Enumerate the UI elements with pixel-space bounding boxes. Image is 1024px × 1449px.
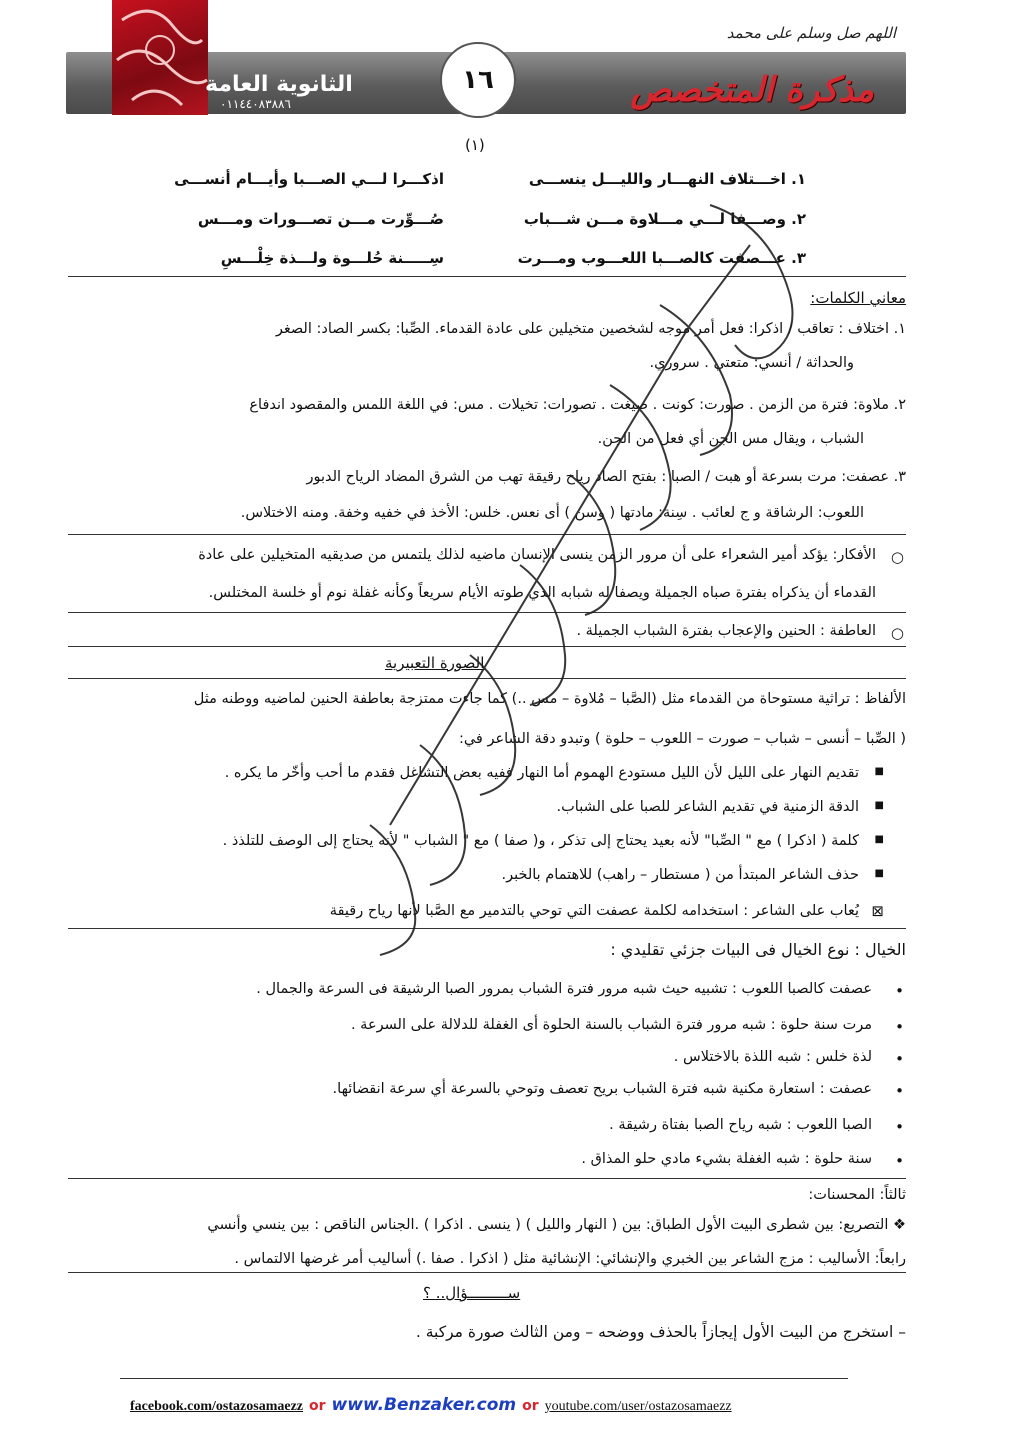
imagery-bullet-2: الدقة الزمنية في تقديم الشاعر للصبا على الشباب. — [556, 799, 859, 815]
phone-number: ٠١١٤٤٠٨٣٨٨٦ — [220, 97, 291, 111]
boxed-x-icon: ⊠ — [871, 902, 884, 920]
website-link[interactable]: www.Benzaker.com — [331, 1395, 517, 1415]
ornament-logo — [112, 0, 208, 115]
or-label: or — [522, 1398, 539, 1414]
verse-3-first: ٣. عـــصفت كالصـــبا اللعـــوب ومـــرت — [517, 249, 806, 267]
poem-number: (١) — [465, 136, 485, 154]
divider — [68, 1272, 906, 1273]
vocab-title: معاني الكلمات: — [810, 289, 906, 307]
round-bullet-icon: • — [895, 982, 904, 1000]
vocab-line-6: اللعوب: الرشاقة و ج لعائب . سِنة: مادتها ( وسن ) أى نعس. خلس: الأخذ في خفيه وخفة. ومنه الاختلاس. — [240, 505, 864, 521]
vocab-line-2: والحداثة / أنسي: متعتي . سروري. — [649, 355, 854, 371]
critique-line: يُعاب على الشاعر : استخدامه لكلمة عصفت التي توحي بالتدمير مع الصَّبا لأنها رياح رقيقة — [329, 903, 859, 919]
brand-title: مذكرة المتخصص — [630, 70, 874, 110]
bullet-circle-icon: ○ — [890, 624, 904, 642]
ornament-icon — [112, 0, 208, 115]
vocab-line-3: ٢. ملاوة: فترة من الزمن . صورت: كونت . صيغت . تصورات: تخيلات . مس: في اللغة اللمس والمقصود اندفاع — [249, 397, 906, 413]
ideas-line-2: القدماء أن يذكراه بفترة صباه الجميلة ويصفا له شبابه الذي طوته الأيام سريعاً وكأنه غفلة نوم أو خلسة المختلس. — [208, 585, 876, 601]
facebook-link[interactable]: facebook.com/ostazosamaezz — [130, 1399, 304, 1414]
divider — [68, 276, 906, 277]
or-label: or — [309, 1398, 326, 1414]
imagery-line-1: الألفاظ : تراثية مستوحاة من القدماء مثل (الصَّبا – مُلاوة – مس ..) كما جاءت ممتزجة بعاطفة الحنين لماضيه ووطنه مثل — [193, 691, 906, 707]
vocab-line-4: الشباب ، ويقال مس الجن أي فعل من الجن. — [597, 431, 864, 447]
imagination-item-1: عصفت كالصبا اللعوب : تشبيه حيث شبه مرور فترة الشباب بمرور الصبا الرشيقة فى السرعة والجمال . — [256, 981, 872, 997]
imagery-bullet-4: حذف الشاعر المبتدأ من ( مستطار – راهب) للاهتمام بالخبر. — [501, 867, 859, 883]
divider — [68, 1178, 906, 1179]
embellishments-title: ثالثاً: المحسنات: — [808, 1187, 906, 1203]
round-bullet-icon: • — [895, 1082, 904, 1100]
square-bullet-icon: ■ — [874, 766, 884, 777]
bullet-circle-icon: ○ — [890, 548, 904, 566]
round-bullet-icon: • — [895, 1050, 904, 1068]
embellishments-line-1: ❖ التصريع: بين شطرى البيت الأول الطباق: بين ( النهار والليل ) ( ينسى . اذكرا ) .الجناس الناقص : بين ينسي وأنسي — [207, 1217, 906, 1233]
imagery-line-2: ( الصِّبا – أنسى – شباب – صورت – اللعوب – حلوة ) وتبدو دقة الشاعر في: — [458, 731, 906, 747]
divider — [68, 678, 906, 679]
imagination-item-2: مرت سنة حلوة : شبه مرور فترة الشباب بالسنة الحلوة أى الغفلة للدلالة على السرعة . — [350, 1017, 872, 1033]
verse-1-first: ١. اخـــتلاف النهـــار والليـــل ينســـى — [528, 170, 806, 188]
imagination-item-3: لذة خلس : شبه اللذة بالاختلاس . — [673, 1049, 872, 1065]
question-text: – استخرج من البيت الأول إيجازاً بالحذف ووضحه – ومن الثالث صورة مركبة . — [415, 1323, 906, 1341]
divider — [68, 534, 906, 535]
footer — [130, 1392, 732, 1418]
footer-divider — [120, 1378, 848, 1379]
round-bullet-icon: • — [895, 1018, 904, 1036]
ideas-line-1: الأفكار: يؤكد أمير الشعراء على أن مرور الزمن ينسى الإنسان ماضيه لذلك يلتمس من صديقيه المتخيلين على عادة — [198, 547, 876, 563]
verse-2-first: ٢. وصـــفا لـــي مـــلاوة مـــن شـــباب — [523, 210, 806, 228]
round-bullet-icon: • — [895, 1152, 904, 1170]
vocab-line-1: ١. اختلاف : تعاقب / اذكرا: فعل أمر موجه لشخصين متخيلين على عادة القدماء. الصِّبا: بكسر الصاد: الصغر — [275, 321, 906, 337]
imagery-bullet-1: تقديم النهار على الليل لأن الليل مستودع الهموم أما النهار ففيه بعض التشاغل فقدم ما أحب وأخّر ما يكره . — [224, 765, 859, 781]
vocab-line-5: ٣. عصفت: مرت بسرعة أو هبت / الصبا : بفتح الصاد رياح رقيقة تهب من الشرق المضاد الرياح الدبور — [306, 469, 906, 485]
emotion-line: العاطفة : الحنين والإعجاب بفترة الشباب الجميلة . — [576, 623, 876, 639]
imagination-item-5: الصبا اللعوب : شبه رياح الصبا بفتاة رشيقة . — [609, 1117, 872, 1133]
imagination-item-6: سنة حلوة : شبه الغفلة بشيء مادي حلو المذاق . — [581, 1151, 872, 1167]
styles-line: رابعاً: الأساليب : مزج الشاعر بين الخبري والإنشائي: الإنشائية مثل ( اذكرا . صفا .) أساليب أمر غرضها الالتماس . — [234, 1251, 906, 1267]
question-title: ســـــــــؤال.. ؟ — [423, 1284, 521, 1302]
square-bullet-icon: ■ — [874, 800, 884, 811]
verse-2-second: صُـــوِّرت مـــن تصـــورات ومـــس — [197, 210, 444, 228]
imagination-item-4: عصفت : استعارة مكنية شبه فترة الشباب بريح تعصف وتوحي بالسرعة أي سرعة انقضائها. — [332, 1081, 872, 1097]
verse-3-second: سِـــــنة حُلـــوة ولـــذة خِلْـــسِ — [220, 249, 444, 267]
square-bullet-icon: ■ — [874, 868, 884, 879]
school-label: الثانوية العامة — [205, 72, 353, 97]
imagination-title: الخيال : نوع الخيال فى البيات جزئي تقليدي : — [610, 940, 906, 959]
round-bullet-icon: • — [895, 1118, 904, 1136]
square-bullet-icon: ■ — [874, 834, 884, 845]
divider — [68, 646, 906, 647]
header-prayer: اللهم صل وسلم على محمد — [726, 24, 896, 42]
divider — [68, 612, 906, 613]
divider — [68, 928, 906, 929]
youtube-link[interactable]: youtube.com/user/ostazosamaezz — [544, 1399, 732, 1414]
imagery-bullet-3: كلمة ( اذكرا ) مع " الصِّبا" لأنه بعيد يحتاج إلى تذكر ، و( صفا ) مع " الشباب " لأنه يحتاج إلى الوصف للتلذذ . — [222, 833, 859, 849]
page-number: ١٦ — [440, 42, 516, 118]
imagery-title: الصورة التعبيرية — [385, 654, 485, 672]
verse-1-second: اذكـــرا لـــي الصـــبا وأيـــام أنســـى — [174, 170, 444, 188]
